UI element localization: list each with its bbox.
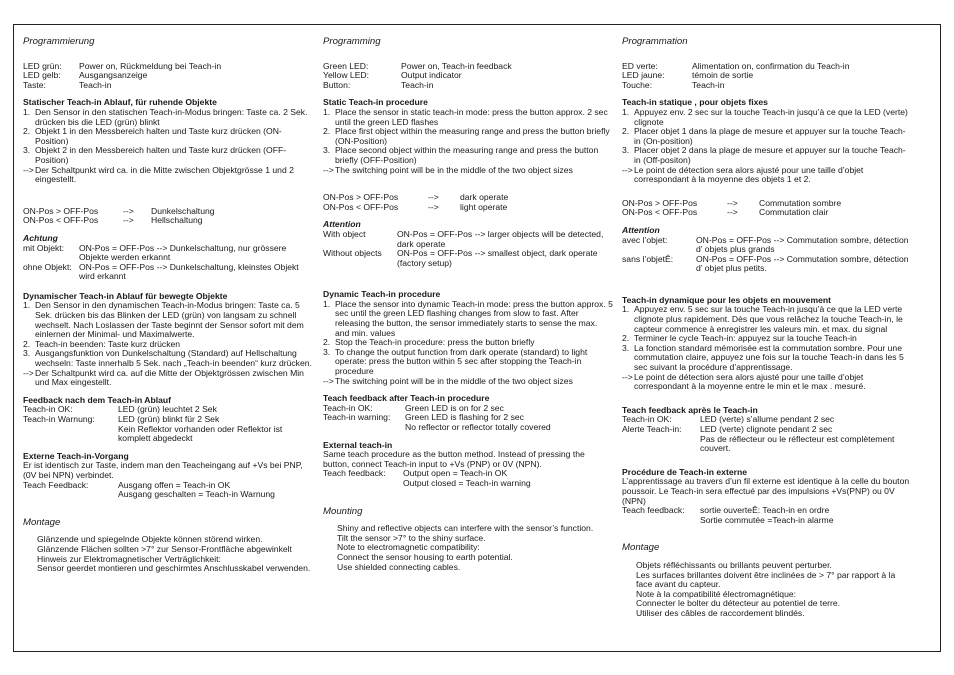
feedback-value: LED (grün) blinkt für 2 Sek xyxy=(118,414,220,424)
column-french xyxy=(622,37,912,619)
operate-condition: ON-Pos > OFF-Pos xyxy=(323,192,399,203)
step-number: 1. xyxy=(323,106,331,117)
dynamic-step xyxy=(622,305,912,334)
static-step xyxy=(622,166,912,185)
feedback-value: Kein Reflektor vorhanden oder Reflektor ist komplett abgedeckt xyxy=(118,423,283,444)
operate-arrow: --> xyxy=(727,207,738,218)
attention-row xyxy=(323,249,613,268)
step-number: 2. xyxy=(622,126,630,137)
step-text: Le point de détection sera alors ajusté pour une taille d’objet correspondant à la moyenne entre le min et le max . mesuré. xyxy=(634,371,866,392)
column-english xyxy=(323,37,613,572)
external-teach-heading: Procédure de Teach-in externe xyxy=(622,466,747,477)
dynamic-step xyxy=(23,349,313,368)
feedback-key: Teach-in OK: xyxy=(323,402,373,413)
step-text: Appuyez env. 2 sec sur la touche Teach-in jusqu’à ce que la LED (verte) clignote xyxy=(634,106,908,127)
step-text: Teach-in beenden: Taste kurz drücken xyxy=(35,338,181,349)
mounting-line: Use shielded connecting cables. xyxy=(337,561,461,572)
feedback-row xyxy=(622,435,912,454)
attention-row xyxy=(622,255,912,274)
static-teach-heading: Static Teach-in procedure xyxy=(323,97,428,108)
operate-row xyxy=(323,203,613,213)
dynamic-teach-heading: Dynamic Teach-in procedure xyxy=(323,289,441,300)
step-text: Place first object within the measuring range and press the button briefly (ON-Position) xyxy=(335,126,610,146)
attention-key: Without objects xyxy=(323,248,382,259)
feedback-key: Teach-in warning: xyxy=(323,412,391,423)
external-feedback-row xyxy=(622,516,912,526)
legend-key: Taste: xyxy=(23,79,46,90)
feedback-heading: Teach feedback after Teach-in procedure xyxy=(323,393,490,404)
external-teach-heading: External teach-in xyxy=(323,439,393,450)
mounting-line: Objets réfléchissants ou brillants peuvent perturber. xyxy=(636,559,832,570)
operate-mode: Commutation clair xyxy=(759,207,829,218)
step-text: Den Sensor in den dynamischen Teach-in-Modus bringen: Taste ca. 5 Sek. drücken bis das Blinken der LED (grün) von langsam zu schnell wechselt. Nach Loslassen der Taste beginnt der Sensor sofort mit dem einlernen der Minimal- und Maximalwerte. xyxy=(35,300,304,340)
feedback-value: LED (verte) s’allume pendant 2 sec xyxy=(700,414,835,425)
step-number: 2. xyxy=(23,338,31,349)
external-teach-text: Same teach procedure as the button method. Instead of pressing the button, connect Teach-in input to +Vs (PNP) or 0V (NPN). xyxy=(323,449,585,469)
step-text: Ausgangsfunktion von Dunkelschaltung (Standard) auf Hellschaltung wechseln: Taste innerhalb 5 Sek. nach „Teach-in beenden“ kurz drücken. xyxy=(35,348,312,369)
dynamic-teach-heading: Dynamischer Teach-in Ablauf für bewegte Objekte xyxy=(23,290,228,301)
attention-heading: Attention xyxy=(622,224,660,235)
operate-condition: ON-Pos < OFF-Pos xyxy=(23,215,99,226)
feedback-key xyxy=(23,425,118,444)
external-teach-heading: Externe Teach-in-Vorgang xyxy=(23,450,129,461)
step-number: 3. xyxy=(323,346,331,357)
static-step xyxy=(23,146,313,165)
mounting-line: Sensor geerdet montieren und geschirmtes Anschlusskabel verwenden. xyxy=(37,563,311,574)
external-feedback-key xyxy=(23,490,118,500)
step-text: Der Schaltpunkt wird ca. in die Mitte zwischen Objektgrösse 1 und 2 eingestellt. xyxy=(35,164,294,185)
step-text: Place the sensor in static teach-in mode: press the button approx. 2 sec until the green LED flashes xyxy=(335,106,608,127)
legend-key: LED gelb: xyxy=(23,70,61,81)
static-step xyxy=(23,166,313,185)
legend-key: ED verte: xyxy=(622,60,658,71)
legend-value: Teach-in xyxy=(401,79,434,90)
mounting-line: Hinweis zur Elektromagnetischer Verträglichkeit: xyxy=(37,553,221,564)
external-feedback-key: Teach Feedback: xyxy=(23,479,89,490)
static-step xyxy=(622,108,912,127)
dynamic-step xyxy=(23,369,313,388)
dynamic-teach-heading: Teach-in dynamique pour les objets en mouvement xyxy=(622,294,831,305)
feedback-key xyxy=(622,435,700,454)
attention-row xyxy=(23,263,313,282)
attention-value: ON-Pos = OFF-Pos --> Dunkelschaltung, kleinstes Objekt wird erkannt xyxy=(79,261,299,282)
legend-value: Output indicator xyxy=(401,70,462,81)
external-feedback-key xyxy=(622,516,700,526)
legend-key: LED jaune: xyxy=(622,70,665,81)
external-teach-text: Er ist identisch zur Taste, indem man den Teacheingang auf +Vs bei PNP, (0V bei NPN) verbindet. xyxy=(23,460,303,480)
step-text: The switching point will be in the middle of the two object sizes xyxy=(335,164,573,175)
legend-row xyxy=(323,81,613,91)
operate-arrow: --> xyxy=(428,201,439,212)
step-text: Placer objet 1 dans la plage de mesure et appuyer sur la touche Teach-in (On-position) xyxy=(634,126,906,146)
step-text: La fonction standard mémorisée est la commutation sombre. Pour une commutation claire, appuyez une fois sur la touche Teach-in dans les 5 sec suivant la procédure d’apprentissage. xyxy=(634,342,904,373)
step-text: Objekt 1 in den Messbereich halten und Taste kurz drücken (ON-Position) xyxy=(35,126,282,146)
external-feedback-row xyxy=(323,479,613,489)
step-number: 1. xyxy=(323,298,331,309)
legend-value: Ausgangsanzeige xyxy=(79,70,148,81)
static-step xyxy=(23,127,313,146)
step-number: --> xyxy=(622,371,633,382)
dynamic-step xyxy=(622,373,912,392)
section-title-programming: Programmierung xyxy=(23,36,95,47)
attention-key: sans l’objetÊ: xyxy=(622,253,674,264)
step-number: 1. xyxy=(622,106,630,117)
step-text: Objekt 2 in den Messbereich halten und Taste kurz drücken (OFF-Position) xyxy=(35,145,287,165)
legend-value: Teach-in xyxy=(79,79,112,90)
mounting-line: Tilt the sensor >7° to the shiny surface. xyxy=(337,532,486,543)
section-title-programming: Programming xyxy=(323,36,381,47)
attention-key: mit Objekt: xyxy=(23,242,65,253)
legend-row xyxy=(323,71,613,81)
step-number: --> xyxy=(23,367,34,378)
step-text: Den Sensor in den statischen Teach-in-Modus bringen: Taste ca. 2 Sek. drücken bis die LED (grün) blinkt xyxy=(35,106,308,127)
step-number: 3. xyxy=(323,145,331,156)
operate-condition: ON-Pos > OFF-Pos xyxy=(23,205,99,216)
mounting-line: Note à la compatibilité électromagnétique: xyxy=(636,588,797,599)
feedback-value: Pas de réflecteur ou le réflecteur est complètement couvert. xyxy=(700,433,895,454)
feedback-key: Teach-in OK: xyxy=(23,404,73,415)
mounting-line: Connect the sensor housing to earth potential. xyxy=(337,551,513,562)
static-teach-heading: Statischer Teach-in Ablauf, für ruhende Objekte xyxy=(23,97,217,108)
operate-row xyxy=(622,208,912,218)
attention-key: ohne Objekt: xyxy=(23,261,72,272)
external-feedback-key: Teach feedback: xyxy=(622,505,685,516)
operate-arrow: --> xyxy=(727,197,738,208)
mounting-line: Les surfaces brillantes doivent être inclinées de > 7° par rapport à la face avant du capteur. xyxy=(636,569,896,590)
legend-row xyxy=(622,62,912,72)
step-text: Terminer le cycle Teach-in: appuyez sur la touche Teach-in xyxy=(634,333,857,344)
step-text: Place the sensor into dynamic Teach-in mode: press the button approx. 5 sec until the green LED flashing changes from slow to fast. After releasing the button, the sensor immediately starts to sense the max. and min. values xyxy=(335,298,613,338)
legend-value: Alimentation on, confirmation du Teach-in xyxy=(692,60,850,71)
external-feedback-value: Ausgang geschalten = Teach-in Warnung xyxy=(118,489,275,500)
operate-arrow: --> xyxy=(123,205,134,216)
step-number: 3. xyxy=(622,145,630,156)
step-text: Placer objet 2 dans la plage de mesure et appuyer sur la touche Teach-in (Off-positon) xyxy=(634,145,906,165)
step-number: 1. xyxy=(622,304,630,315)
feedback-key: Alerte Teach-in: xyxy=(622,424,682,434)
attention-value: ON-Pos = OFF-Pos --> larger objects will be detected, dark operate xyxy=(397,228,604,249)
step-number: --> xyxy=(323,375,334,386)
feedback-row xyxy=(23,425,313,444)
attention-row xyxy=(323,230,613,249)
static-step xyxy=(323,127,613,146)
step-number: --> xyxy=(323,164,334,175)
attention-key: With object xyxy=(323,228,366,239)
attention-row xyxy=(23,244,313,263)
feedback-value: No reflector or reflector totally covered xyxy=(405,422,551,432)
legend-value: Power on, Teach-in feedback xyxy=(401,60,512,71)
static-step xyxy=(323,166,613,176)
external-feedback-value: Output open = Teach-in OK xyxy=(403,468,508,479)
legend-row xyxy=(23,71,313,81)
step-number: 2. xyxy=(323,337,331,348)
step-number: 1. xyxy=(23,106,31,117)
legend-value: témoin de sortie xyxy=(692,70,754,81)
mounting-line: Glänzende Flächen sollten >7° zur Sensor-Frontfläche abgewinkelt xyxy=(37,543,292,554)
step-number: --> xyxy=(622,164,633,175)
operate-arrow: --> xyxy=(428,192,439,203)
static-step xyxy=(323,146,613,165)
mounting-line: Note to electromagnetic compatibility: xyxy=(337,542,480,553)
feedback-value: LED (grün) leuchtet 2 Sek xyxy=(118,404,217,415)
step-number: 3. xyxy=(23,348,31,359)
legend-row xyxy=(23,62,313,72)
step-number: 2. xyxy=(323,126,331,137)
attention-heading: Attention xyxy=(323,219,361,230)
document-frame xyxy=(13,24,941,652)
operate-mode: Commutation sombre xyxy=(759,197,842,208)
step-text: Appuyez env. 5 sec sur la touche Teach-in jusqu’à ce que la LED verte clignote plus rapidement. Dès que vous relâchez la touche Teach-in, le capteur commence à enregistrer les valeurs min. et max. du signal xyxy=(634,304,903,334)
attention-heading: Achtung xyxy=(23,232,58,243)
mounting-line: Connecter le bolter du détecteur au potentiel de terre. xyxy=(636,598,840,609)
static-step xyxy=(323,108,613,127)
section-title-programming: Programmation xyxy=(622,36,688,47)
attention-value: ON-Pos = OFF-Pos --> Dunkelschaltung, nur grössere Objekte werden erkannt xyxy=(79,242,287,263)
static-teach-heading: Teach-in statique , pour objets fixes xyxy=(622,97,768,108)
operate-mode: dark operate xyxy=(460,192,509,203)
section-title-mounting: Montage xyxy=(622,542,660,554)
dynamic-step xyxy=(622,344,912,373)
step-number: 2. xyxy=(23,126,31,137)
feedback-key: Teach-in OK: xyxy=(622,414,672,425)
external-feedback-value: sortie ouverteÊ: Teach-in en ordre xyxy=(700,505,830,516)
static-step xyxy=(622,146,912,165)
dynamic-step xyxy=(323,300,613,338)
legend-value: Teach-in xyxy=(692,79,725,90)
legend-key: Yellow LED: xyxy=(323,70,370,81)
mounting-line: Utiliser des câbles de raccordement blindés. xyxy=(636,607,805,618)
attention-row xyxy=(622,236,912,255)
attention-value: ON-Pos = OFF-Pos --> smallest object, dark operate (factory setup) xyxy=(397,248,598,268)
step-number: 3. xyxy=(23,145,31,156)
legend-key: Touche: xyxy=(622,79,653,90)
external-feedback-value: Sortie commutée =Teach-in alarme xyxy=(700,514,834,525)
operate-condition: ON-Pos < OFF-Pos xyxy=(323,201,399,212)
legend-key: Button: xyxy=(323,79,351,90)
step-number: 1. xyxy=(23,300,31,311)
static-step xyxy=(622,127,912,146)
feedback-row xyxy=(323,423,613,433)
dynamic-step xyxy=(323,377,613,387)
legend-key: Green LED: xyxy=(323,60,369,71)
external-feedback-value: Output closed = Teach-in warning xyxy=(403,477,531,488)
step-text: Le point de détection sera alors ajusté pour une taille d’objet correspondant à la moyenne des objets 1 et 2. xyxy=(634,164,864,185)
legend-key: LED grün: xyxy=(23,60,62,71)
step-number: 2. xyxy=(622,333,630,344)
legend-row xyxy=(622,81,912,91)
external-teach-text: L’apprentissage au travers d’un fil externe est identique à la celle du bouton poussoir. Le Teach-in sera effectué par des impulsions +Vs(PNP) ou 0V (NPN) xyxy=(622,476,910,506)
feedback-heading: Teach feedback après le Teach-in xyxy=(622,404,758,415)
legend-value: Power on, Rückmeldung bei Teach-in xyxy=(79,60,222,71)
step-text: Place second object within the measuring range and press the button briefly (OFF-Position) xyxy=(335,145,599,165)
step-number: --> xyxy=(23,164,34,175)
attention-value: ON-Pos = OFF-Pos --> Commutation sombre, détection d’ objets plus grands xyxy=(696,234,909,255)
external-feedback-value: Ausgang offen = Teach-in OK xyxy=(118,479,231,490)
feedback-value: LED (verte) clignote pendant 2 sec xyxy=(700,424,833,434)
step-text: The switching point will be in the middle of the two object sizes xyxy=(335,375,573,386)
operate-row xyxy=(23,216,313,226)
feedback-value: Green LED is flashing for 2 sec xyxy=(405,412,524,423)
attention-key: avec l’objet: xyxy=(622,234,668,245)
operate-condition: ON-Pos > OFF-Pos xyxy=(622,197,698,208)
legend-row xyxy=(23,81,313,91)
attention-value: ON-Pos = OFF-Pos --> Commutation sombre, détection d’ objet plus petits. xyxy=(696,253,909,274)
step-number: 3. xyxy=(622,342,630,353)
legend-row xyxy=(622,71,912,81)
feedback-key: Teach-in Warnung: xyxy=(23,414,95,424)
operate-mode: Hellschaltung xyxy=(151,215,203,226)
operate-condition: ON-Pos < OFF-Pos xyxy=(622,207,698,218)
column-german xyxy=(23,37,313,574)
external-feedback-row xyxy=(23,490,313,500)
feedback-key xyxy=(323,423,405,433)
external-feedback-key xyxy=(323,479,403,489)
step-text: Stop the Teach-in procedure: press the button briefly xyxy=(335,337,535,348)
section-title-mounting: Mounting xyxy=(323,505,363,517)
feedback-heading: Feedback nach dem Teach-in Ablauf xyxy=(23,394,172,405)
step-text: To change the output function from dark operate (standard) to light operate: press the button within 5 sec after stopping the Teach-in procedure xyxy=(335,346,588,377)
operate-mode: light operate xyxy=(460,201,508,212)
section-title-mounting: Montage xyxy=(23,516,61,528)
mounting-line: Shiny and reflective objects can interfere with the sensor’s function. xyxy=(337,523,594,534)
step-text: Der Schaltpunkt wird ca. auf die Mitte der Objektgrössen zwischen Min und Max eingestellt. xyxy=(35,367,304,388)
feedback-value: Green LED is on for 2 sec xyxy=(405,402,504,413)
operate-mode: Dunkelschaltung xyxy=(151,205,215,216)
dynamic-step xyxy=(23,301,313,339)
mounting-line: Glänzende und spiegelnde Objekte können störend wirken. xyxy=(37,534,263,545)
external-feedback-key: Teach feedback: xyxy=(323,468,386,479)
static-step xyxy=(23,108,313,127)
dynamic-step xyxy=(323,348,613,377)
operate-arrow: --> xyxy=(123,215,134,226)
